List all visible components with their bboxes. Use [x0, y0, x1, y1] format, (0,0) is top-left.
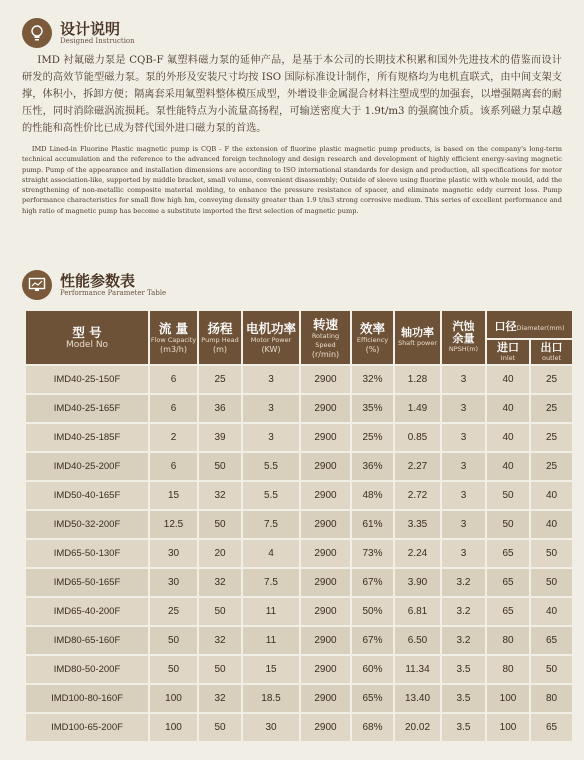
performance-table [24, 309, 574, 743]
cell-outlet: 50 [531, 540, 572, 567]
cell-speed: 2900 [301, 482, 350, 509]
cell-shaft: 2.72 [395, 482, 440, 509]
cell-eff: 35% [352, 395, 393, 422]
cell-eff: 61% [352, 511, 393, 538]
cell-flow: 30 [150, 569, 197, 596]
cell-head: 32 [199, 482, 241, 509]
cell-shaft: 0.85 [395, 424, 440, 451]
cell-model: IMD65-50-130F [26, 540, 148, 567]
cell-shaft: 13.40 [395, 685, 440, 712]
cell-npsh: 3.5 [442, 685, 485, 712]
cell-inlet: 80 [487, 627, 529, 654]
cell-shaft: 2.24 [395, 540, 440, 567]
cell-motor: 11 [243, 598, 299, 625]
table-row [26, 482, 572, 509]
cell-motor: 7.5 [243, 511, 299, 538]
cell-head: 36 [199, 395, 241, 422]
table-row [26, 714, 572, 741]
cell-shaft: 6.81 [395, 598, 440, 625]
cell-model: IMD65-50-165F [26, 569, 148, 596]
cell-flow: 12.5 [150, 511, 197, 538]
cell-inlet: 65 [487, 540, 529, 567]
cell-outlet: 65 [531, 714, 572, 741]
cell-head: 50 [199, 453, 241, 480]
cell-inlet: 100 [487, 685, 529, 712]
cell-eff: 73% [352, 540, 393, 567]
cell-npsh: 3 [442, 540, 485, 567]
cell-shaft: 3.35 [395, 511, 440, 538]
cell-inlet: 40 [487, 395, 529, 422]
cell-flow: 25 [150, 598, 197, 625]
cell-eff: 25% [352, 424, 393, 451]
cell-model: IMD80-50-200F [26, 656, 148, 683]
cell-outlet: 40 [531, 511, 572, 538]
cell-inlet: 40 [487, 424, 529, 451]
cell-npsh: 3 [442, 395, 485, 422]
cell-speed: 2900 [301, 366, 350, 393]
cell-eff: 67% [352, 569, 393, 596]
header-motor-power: 电机功率 Motor Power (KW) [243, 311, 299, 364]
cell-npsh: 3.2 [442, 598, 485, 625]
cell-shaft: 6.50 [395, 627, 440, 654]
cell-model: IMD40-25-185F [26, 424, 148, 451]
lightbulb-icon [22, 18, 52, 48]
cell-motor: 3 [243, 395, 299, 422]
cell-outlet: 50 [531, 569, 572, 596]
cell-head: 50 [199, 656, 241, 683]
table-row [26, 453, 572, 480]
header-outlet: 出口 outlet [531, 340, 572, 364]
cell-speed: 2900 [301, 453, 350, 480]
cell-speed: 2900 [301, 656, 350, 683]
cell-flow: 2 [150, 424, 197, 451]
cell-eff: 67% [352, 627, 393, 654]
cell-model: IMD50-40-165F [26, 482, 148, 509]
cell-head: 20 [199, 540, 241, 567]
cell-head: 32 [199, 685, 241, 712]
cell-head: 50 [199, 511, 241, 538]
header-shaft-power: 轴功率 Shaft power [395, 311, 440, 364]
cell-npsh: 3.2 [442, 627, 485, 654]
cell-outlet: 80 [531, 685, 572, 712]
design-section-header [22, 18, 135, 48]
cell-eff: 60% [352, 656, 393, 683]
cell-eff: 68% [352, 714, 393, 741]
header-diameter: 口径Diameter(mm) [487, 311, 572, 338]
header-npsh: 汽蚀 余量 NPSH(m) [442, 311, 485, 364]
cell-npsh: 3 [442, 511, 485, 538]
cell-flow: 100 [150, 714, 197, 741]
cell-motor: 15 [243, 656, 299, 683]
perf-section-header [22, 270, 166, 300]
cell-shaft: 20.02 [395, 714, 440, 741]
design-english-text: IMD Lined-in Fluorine Plastic magnetic pump is CQB - F the extension of fluorine plastic magnetic pump products, is based on the company's long-term technical accumulation and the reference to the advanced foreign technology and design research and development of highly efficient energy-saving magnetic pump. Pump of the appearance and installation dimensions are according to ISO international standards for design and production, all specifications for motor straight association-like, supported by middle bracket, small volume, convenient disassembly; Outside of sleeve using fluorine plastic with whole mould, add the strengthening of non-metallic composite material molding, to enhance the pressure resistance of spacer, and eliminate magnetic eddy current loss. Pump performance characteristics for small flow high hm, conveying density greater than 1.9 t/m3 strong corrosive medium. This series of excellent performance and high ratio of magnetic pump has become a substitute imported the first selection of magnetic pump. [22, 145, 562, 215]
table-row [26, 598, 572, 625]
cell-outlet: 65 [531, 627, 572, 654]
cell-head: 39 [199, 424, 241, 451]
cell-head: 25 [199, 366, 241, 393]
cell-eff: 32% [352, 366, 393, 393]
cell-eff: 65% [352, 685, 393, 712]
cell-eff: 36% [352, 453, 393, 480]
cell-flow: 50 [150, 656, 197, 683]
cell-speed: 2900 [301, 540, 350, 567]
cell-head: 32 [199, 627, 241, 654]
cell-speed: 2900 [301, 598, 350, 625]
cell-shaft: 11.34 [395, 656, 440, 683]
cell-outlet: 25 [531, 453, 572, 480]
cell-eff: 50% [352, 598, 393, 625]
cell-inlet: 65 [487, 569, 529, 596]
cell-eff: 48% [352, 482, 393, 509]
cell-model: IMD80-65-160F [26, 627, 148, 654]
cell-npsh: 3.5 [442, 656, 485, 683]
cell-motor: 3 [243, 424, 299, 451]
cell-motor: 3 [243, 366, 299, 393]
table-row [26, 656, 572, 683]
cell-speed: 2900 [301, 714, 350, 741]
cell-model: IMD50-32-200F [26, 511, 148, 538]
cell-outlet: 50 [531, 656, 572, 683]
table-row [26, 424, 572, 451]
design-title: 设计说明 [60, 19, 121, 38]
cell-inlet: 80 [487, 656, 529, 683]
design-chinese-text: IMD 衬氟磁力泵是 CQB-F 氟塑料磁力泵的延伸产品，是基于本公司的长期技术积累和国外先进技术的借鉴而设计研发的高效节能型磁力泵。泵的外形及安装尺寸均按 ISO 国际标准设计制作，所有规格均为电机直联式，由中间支架支撑，体积小，拆卸方便；隔离套采用氟塑料整体模压成型，外增设非金属混合材料注塑成型的加强套，以增强隔离套的耐压性，同时消除磁涡流损耗。泵性能特点为小流量高扬程，可输送密度大于 1.9t/m3 的强腐蚀介质。该系列磁力泵卓越的性能和高性价比已成为替代国外进口磁力泵的首选。 [22, 55, 562, 134]
cell-inlet: 50 [487, 511, 529, 538]
cell-inlet: 50 [487, 482, 529, 509]
cell-head: 50 [199, 714, 241, 741]
cell-outlet: 25 [531, 395, 572, 422]
cell-flow: 15 [150, 482, 197, 509]
cell-motor: 5.5 [243, 453, 299, 480]
cell-shaft: 3.90 [395, 569, 440, 596]
cell-npsh: 3 [442, 453, 485, 480]
cell-flow: 6 [150, 453, 197, 480]
cell-head: 32 [199, 569, 241, 596]
cell-inlet: 40 [487, 366, 529, 393]
cell-model: IMD40-25-165F [26, 395, 148, 422]
cell-flow: 50 [150, 627, 197, 654]
cell-flow: 100 [150, 685, 197, 712]
cell-flow: 30 [150, 540, 197, 567]
cell-inlet: 40 [487, 453, 529, 480]
cell-speed: 2900 [301, 424, 350, 451]
cell-outlet: 40 [531, 482, 572, 509]
table-row [26, 627, 572, 654]
table-row [26, 511, 572, 538]
cell-model: IMD65-40-200F [26, 598, 148, 625]
cell-model: IMD40-25-150F [26, 366, 148, 393]
cell-model: IMD40-25-200F [26, 453, 148, 480]
cell-npsh: 3 [442, 424, 485, 451]
header-inlet: 进口 Inlet [487, 340, 529, 364]
cell-outlet: 25 [531, 424, 572, 451]
cell-speed: 2900 [301, 627, 350, 654]
cell-outlet: 40 [531, 598, 572, 625]
cell-speed: 2900 [301, 511, 350, 538]
cell-head: 50 [199, 598, 241, 625]
header-speed: 转速 Rotating Speed (r/min) [301, 311, 350, 364]
cell-speed: 2900 [301, 685, 350, 712]
cell-motor: 18.5 [243, 685, 299, 712]
cell-npsh: 3.2 [442, 569, 485, 596]
cell-speed: 2900 [301, 395, 350, 422]
header-flow: 流 量 Flow Capacity (m3/h) [150, 311, 197, 364]
cell-motor: 11 [243, 627, 299, 654]
cell-npsh: 3 [442, 482, 485, 509]
cell-shaft: 2.27 [395, 453, 440, 480]
monitor-chart-icon [22, 270, 52, 300]
cell-npsh: 3.5 [442, 714, 485, 741]
cell-motor: 5.5 [243, 482, 299, 509]
cell-outlet: 25 [531, 366, 572, 393]
cell-motor: 4 [243, 540, 299, 567]
table-row [26, 540, 572, 567]
cell-shaft: 1.28 [395, 366, 440, 393]
cell-speed: 2900 [301, 569, 350, 596]
cell-motor: 30 [243, 714, 299, 741]
perf-subtitle: Performance Parameter Table [60, 288, 167, 297]
perf-title: 性能参数表 [60, 271, 136, 290]
table-row [26, 685, 572, 712]
cell-model: IMD100-80-160F [26, 685, 148, 712]
table-row [26, 569, 572, 596]
cell-motor: 7.5 [243, 569, 299, 596]
table-row [26, 395, 572, 422]
header-efficiency: 效率 Efficiency (%) [352, 311, 393, 364]
cell-shaft: 1.49 [395, 395, 440, 422]
cell-inlet: 65 [487, 598, 529, 625]
cell-npsh: 3 [442, 366, 485, 393]
design-subtitle: Designed Instruction [60, 36, 135, 45]
cell-model: IMD100-65-200F [26, 714, 148, 741]
header-head: 扬程 Pump Head (m) [199, 311, 241, 364]
cell-flow: 6 [150, 366, 197, 393]
cell-inlet: 100 [487, 714, 529, 741]
header-model: 型 号 Model No [26, 311, 148, 364]
table-row [26, 366, 572, 393]
cell-flow: 6 [150, 395, 197, 422]
